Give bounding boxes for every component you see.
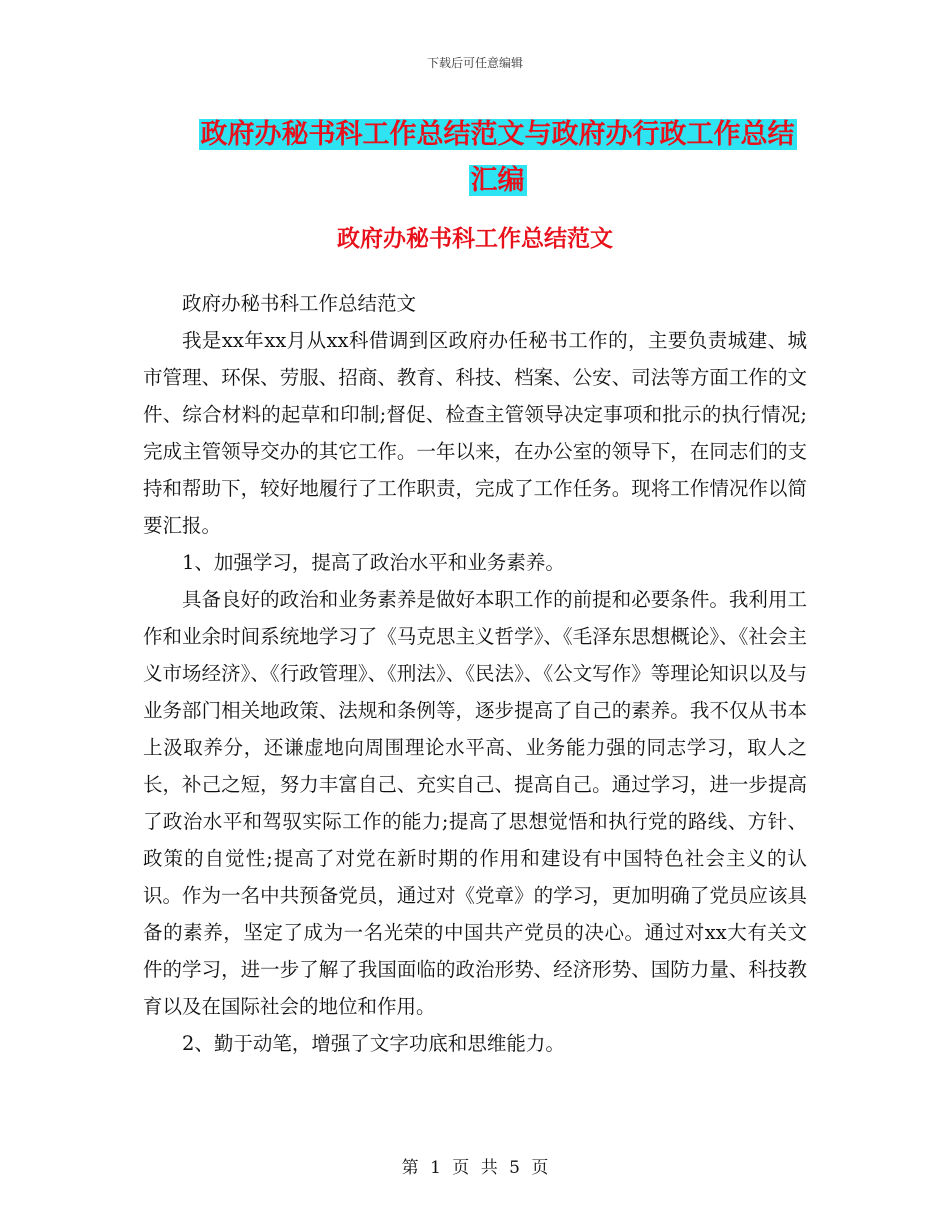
paragraph-subtitle: 政府办秘书科工作总结范文 (182, 292, 417, 315)
document-title (190, 112, 805, 205)
section-title: 政府办秘书科工作总结范文 (337, 226, 613, 252)
document-body (143, 285, 807, 1062)
paragraph-study: 具备良好的政治和业务素养是做好本职工作的前提和必要条件。我利用工作和业余时间系统地学习了《马克思主义哲学》、《毛泽东思想概论》、《社会主义市场经济》、《行政管理》、《刑法》、《民法》、《公文写作》等理论知识以及与业务部门相关地政策、法规和条例等，逐步提高了自己的素养。我不仅从书本上汲取养分，还谦虚地向周围理论水平高、业务能力强的同志学习，取人之长，补己之短，努力丰富自己、充实自己、提高自己。通过学习，进一步提高了政治水平和驾驭实际工作的能力;提高了思想觉悟和执行党的路线、方针、政策的自觉性;提高了对党在新时期的作用和建设有中国特色社会主义的认识。作为一名中共预备党员，通过对《党章》的学习，更加明确了党员应该具备的素养，坚定了成为一名光荣的中国共产党员的决心。通过对xx大有关文件的学习，进一步了解了我国面临的政治形势、经济形势、国防力量、科技教育以及在国际社会的地位和作用。 (143, 588, 807, 1018)
paragraph-heading-1: 1、加强学习，提高了政治水平和业务素养。 (182, 551, 565, 574)
paragraph-intro: 我是xx年xx月从xx科借调到区政府办任秘书工作的，主要负责城建、城市管理、环保、劳服、招商、教育、科技、档案、公安、司法等方面工作的文件、综合材料的起草和印制;督促、检查主管领导决定事项和批示的执行情况;完成主管领导交办的其它工作。一年以来，在办公室的领导下，在同志们的支持和帮助下，较好地履行了工作职责，完成了工作任务。现将工作情况作以简要汇报。 (143, 329, 807, 537)
document-title-text: 政府办秘书科工作总结范文与政府办行政工作总结汇编 (200, 119, 795, 197)
paragraph-heading-2: 2、勤于动笔，增强了文字功底和思维能力。 (182, 1032, 565, 1055)
page-footer: 第 1 页 共 5 页 (401, 1158, 549, 1178)
header-note: 下载后可任意编辑 (426, 56, 523, 70)
